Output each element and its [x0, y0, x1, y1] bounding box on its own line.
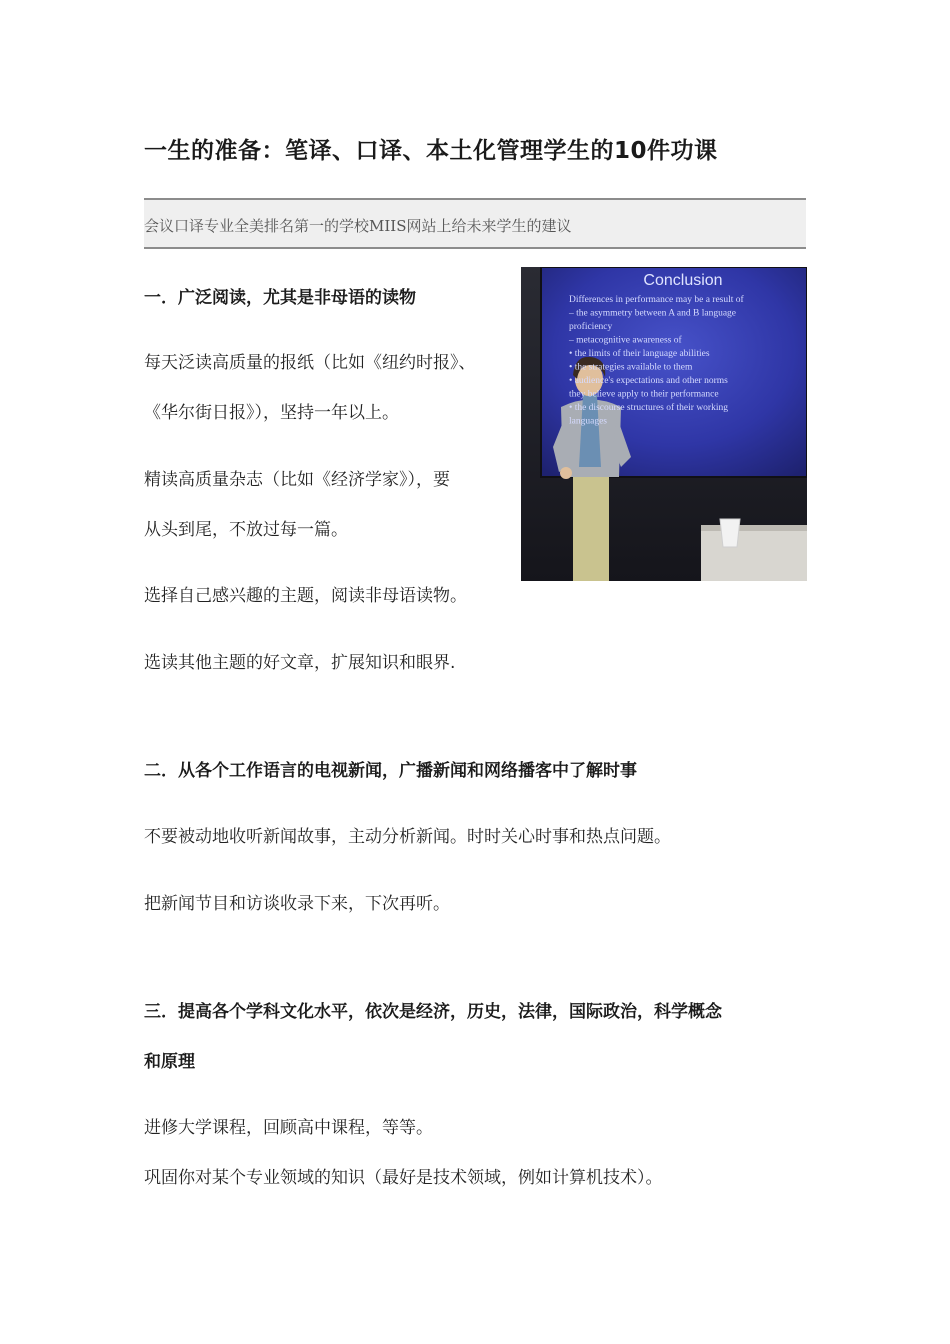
slide-line: • the limits of their language abilities: [569, 349, 710, 359]
slide-line: – the asymmetry between A and B language: [569, 308, 736, 319]
section-1-para-2-line-2: 从头到尾，不放过每一篇。: [144, 520, 348, 540]
section-3-heading-line-2: 和原理: [144, 1052, 195, 1072]
section-1-para-1-line-2: 《华尔街日报》），坚持一年以上。: [144, 403, 399, 423]
section-2-para-2: 把新闻节目和访谈收录下来，下次再听。: [144, 894, 450, 914]
slide-line: Differences in performance may be a result of: [569, 295, 744, 305]
slide-title: Conclusion: [643, 272, 723, 289]
section-1-para-2-line-1: 精读高质量杂志（比如《经济学家》），要: [144, 470, 450, 490]
slide-line: • audience's expectations and other norms: [569, 376, 728, 386]
section-3-heading-line-1: 三．提高各个学科文化水平，依次是经济，历史，法律，国际政治，科学概念: [144, 1002, 722, 1022]
slide-line: proficiency: [569, 322, 613, 332]
section-3-para-1: 进修大学课程，回顾高中课程，等等。: [144, 1118, 433, 1138]
section-1-para-4: 选读其他主题的好文章，扩展知识和眼界.: [144, 653, 456, 673]
subtitle-quote-box: [144, 198, 806, 249]
section-2-heading: 二．从各个工作语言的电视新闻，广播新闻和网络播客中了解时事: [144, 761, 637, 781]
section-1-para-1-line-1: 每天泛读高质量的报纸（比如《纽约时报》、: [144, 353, 476, 373]
slide-line: • the discourse structures of their working: [569, 403, 728, 413]
section-1-heading: 一．广泛阅读，尤其是非母语的读物: [144, 288, 416, 308]
slide-line: • the strategies available to them: [569, 362, 693, 373]
section-1-para-3: 选择自己感兴趣的主题，阅读非母语读物。: [144, 586, 467, 606]
page-title: 一生的准备：笔译、口译、本土化管理学生的10件功课: [144, 138, 718, 164]
section-2-para-1: 不要被动地收听新闻故事，主动分析新闻。时时关心时事和热点问题。: [144, 827, 671, 847]
slide-line: – metacognitive awareness of: [569, 335, 682, 346]
section-3-para-2: 巩固你对某个专业领域的知识（最好是技术领域，例如计算机技术）。: [144, 1168, 663, 1188]
subtitle-quote-text: 会议口译专业全美排名第一的学校MIIS网站上给未来学生的建议: [144, 217, 572, 235]
slide-line: languages: [569, 416, 607, 427]
lecture-photo: [521, 267, 807, 581]
slide-line: they believe apply to their performance: [569, 389, 719, 400]
